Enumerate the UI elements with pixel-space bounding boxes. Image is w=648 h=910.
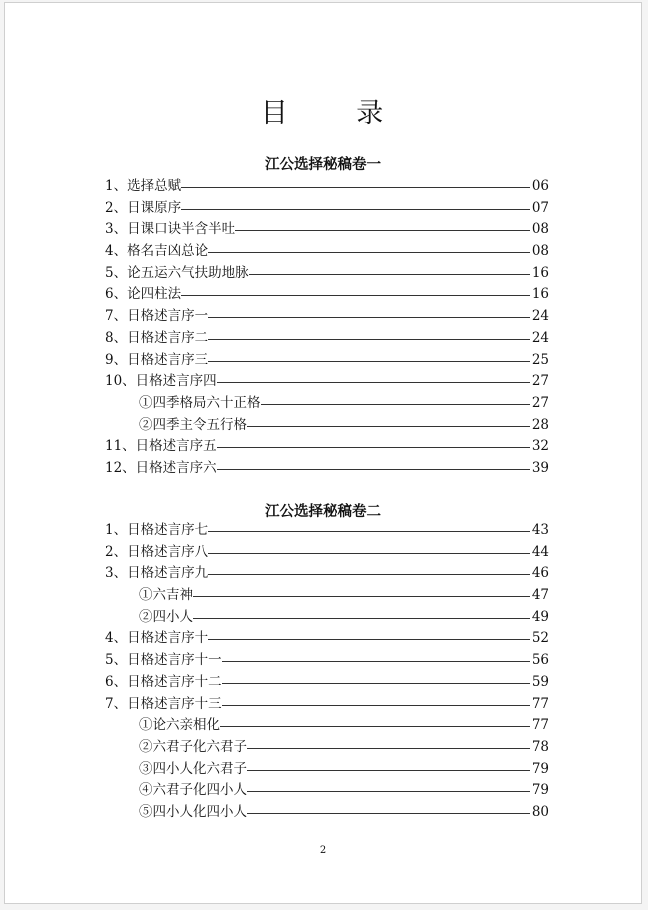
toc-entry-line xyxy=(105,371,549,393)
toc-entry[interactable] xyxy=(105,436,549,458)
section-heading-volume-1: 江公选择秘稿卷一 xyxy=(265,156,381,173)
toc-entry[interactable] xyxy=(105,737,549,759)
toc-entry[interactable] xyxy=(105,520,549,542)
toc-entry-page-number: 80 xyxy=(530,802,549,824)
toc-entry-label: 3、日课口诀半含半吐 xyxy=(105,219,235,241)
toc-entry-label: 9、日格述言序三 xyxy=(105,350,208,372)
toc-entry-page-number: 24 xyxy=(530,328,549,350)
toc-entry[interactable] xyxy=(105,607,549,629)
toc-entry-page-number: 08 xyxy=(530,219,549,241)
toc-entry[interactable] xyxy=(105,393,549,415)
toc-entry-page-number: 47 xyxy=(530,585,549,607)
toc-entry[interactable] xyxy=(105,802,549,824)
toc-entry[interactable] xyxy=(105,694,549,716)
toc-entry-page-number: 79 xyxy=(530,759,549,781)
toc-entry-label: ③四小人化六君子 xyxy=(139,759,247,781)
toc-entry-label: ①六吉神 xyxy=(139,585,193,607)
toc-entry-line xyxy=(139,780,549,802)
page-title: 目 录 xyxy=(260,98,414,129)
toc-entry[interactable] xyxy=(105,328,549,350)
toc-entry-line xyxy=(105,241,549,263)
toc-entry-label: 6、论四柱法 xyxy=(105,284,181,306)
dotted-leader xyxy=(139,596,549,597)
toc-entry-page-number: 44 xyxy=(530,542,549,564)
toc-entry-label: 11、日格述言序五 xyxy=(105,436,217,458)
toc-entry-label: 10、日格述言序四 xyxy=(105,371,217,393)
toc-entry-page-number: 24 xyxy=(530,306,549,328)
toc-entry[interactable] xyxy=(105,672,549,694)
toc-entry-line xyxy=(139,737,549,759)
toc-entry-label: ④六君子化四小人 xyxy=(139,780,247,802)
toc-entry-page-number: 77 xyxy=(530,715,549,737)
toc-entry-page-number: 79 xyxy=(530,780,549,802)
toc-entry-label: 1、选择总赋 xyxy=(105,176,181,198)
toc-entry[interactable] xyxy=(105,759,549,781)
toc-entry-line xyxy=(105,628,549,650)
toc-entry[interactable] xyxy=(105,458,549,480)
toc-entry-line xyxy=(105,306,549,328)
toc-list-volume-1 xyxy=(105,176,549,480)
toc-entry-line xyxy=(105,263,549,285)
document-page xyxy=(4,2,642,904)
toc-entry-line xyxy=(139,759,549,781)
toc-entry-page-number: 32 xyxy=(530,436,549,458)
toc-entry-label: 8、日格述言序二 xyxy=(105,328,208,350)
toc-entry-page-number: 27 xyxy=(530,371,549,393)
toc-entry[interactable] xyxy=(105,176,549,198)
toc-entry-page-number: 07 xyxy=(530,198,549,220)
toc-entry-label: 1、日格述言序七 xyxy=(105,520,208,542)
toc-entry-label: 5、论五运六气扶助地脉 xyxy=(105,263,249,285)
toc-entry-line xyxy=(105,650,549,672)
toc-list-volume-2 xyxy=(105,520,549,824)
toc-entry[interactable] xyxy=(105,284,549,306)
toc-entry-page-number: 49 xyxy=(530,607,549,629)
toc-entry-label: ②四小人 xyxy=(139,607,193,629)
toc-entry-page-number: 39 xyxy=(530,458,549,480)
toc-entry[interactable] xyxy=(105,542,549,564)
toc-entry-page-number: 06 xyxy=(530,176,549,198)
toc-entry[interactable] xyxy=(105,415,549,437)
toc-entry-page-number: 56 xyxy=(530,650,549,672)
toc-entry-line xyxy=(105,520,549,542)
toc-entry-page-number: 08 xyxy=(530,241,549,263)
toc-entry-label: ②四季主令五行格 xyxy=(139,415,247,437)
toc-entry-label: 2、日格述言序八 xyxy=(105,542,208,564)
toc-entry-line xyxy=(105,350,549,372)
toc-entry-line xyxy=(105,436,549,458)
toc-entry-page-number: 16 xyxy=(530,263,549,285)
toc-entry-label: 7、日格述言序一 xyxy=(105,306,208,328)
toc-entry-page-number: 25 xyxy=(530,350,549,372)
toc-entry-line xyxy=(105,284,549,306)
toc-entry-line xyxy=(105,694,549,716)
toc-entry-page-number: 59 xyxy=(530,672,549,694)
toc-entry-page-number: 27 xyxy=(530,393,549,415)
toc-entry[interactable] xyxy=(105,263,549,285)
toc-entry[interactable] xyxy=(105,628,549,650)
toc-entry[interactable] xyxy=(105,350,549,372)
toc-entry-label: 4、格名吉凶总论 xyxy=(105,241,208,263)
toc-entry-page-number: 52 xyxy=(530,628,549,650)
toc-entry-page-number: 28 xyxy=(530,415,549,437)
toc-entry[interactable] xyxy=(105,371,549,393)
toc-entry[interactable] xyxy=(105,198,549,220)
toc-entry-line xyxy=(105,198,549,220)
toc-entry-label: ②六君子化六君子 xyxy=(139,737,247,759)
section-heading-volume-2: 江公选择秘稿卷二 xyxy=(265,503,381,520)
toc-entry-line xyxy=(105,328,549,350)
toc-entry-line xyxy=(139,585,549,607)
toc-entry[interactable] xyxy=(105,241,549,263)
toc-entry-line xyxy=(105,563,549,585)
toc-entry-label: 5、日格述言序十一 xyxy=(105,650,222,672)
page-number: 2 xyxy=(319,845,327,856)
toc-entry-label: ①论六亲相化 xyxy=(139,715,220,737)
toc-entry-line xyxy=(139,607,549,629)
toc-entry-line xyxy=(105,672,549,694)
toc-entry-line xyxy=(105,458,549,480)
toc-entry-line xyxy=(105,219,549,241)
toc-entry-line xyxy=(139,802,549,824)
toc-entry-label: 6、日格述言序十二 xyxy=(105,672,222,694)
toc-entry-label: 4、日格述言序十 xyxy=(105,628,208,650)
toc-entry-label: 7、日格述言序十三 xyxy=(105,694,222,716)
toc-entry[interactable] xyxy=(105,219,549,241)
toc-entry[interactable] xyxy=(105,715,549,737)
toc-entry-label: 2、日课原序 xyxy=(105,198,181,220)
toc-entry-page-number: 16 xyxy=(530,284,549,306)
toc-entry-page-number: 77 xyxy=(530,694,549,716)
toc-entry[interactable] xyxy=(105,650,549,672)
toc-entry-line xyxy=(139,715,549,737)
toc-entry-label: ①四季格局六十正格 xyxy=(139,393,261,415)
toc-entry[interactable] xyxy=(105,563,549,585)
toc-entry-label: 3、日格述言序九 xyxy=(105,563,208,585)
toc-entry-page-number: 46 xyxy=(530,563,549,585)
toc-entry-line xyxy=(139,393,549,415)
toc-entry-line xyxy=(105,176,549,198)
toc-entry-line xyxy=(105,542,549,564)
toc-entry[interactable] xyxy=(105,780,549,802)
toc-entry[interactable] xyxy=(105,585,549,607)
toc-entry-page-number: 78 xyxy=(530,737,549,759)
toc-entry-page-number: 43 xyxy=(530,520,549,542)
dotted-leader xyxy=(139,618,549,619)
toc-entry[interactable] xyxy=(105,306,549,328)
toc-entry-label: 12、日格述言序六 xyxy=(105,458,217,480)
toc-entry-line xyxy=(139,415,549,437)
toc-entry-label: ⑤四小人化四小人 xyxy=(139,802,247,824)
